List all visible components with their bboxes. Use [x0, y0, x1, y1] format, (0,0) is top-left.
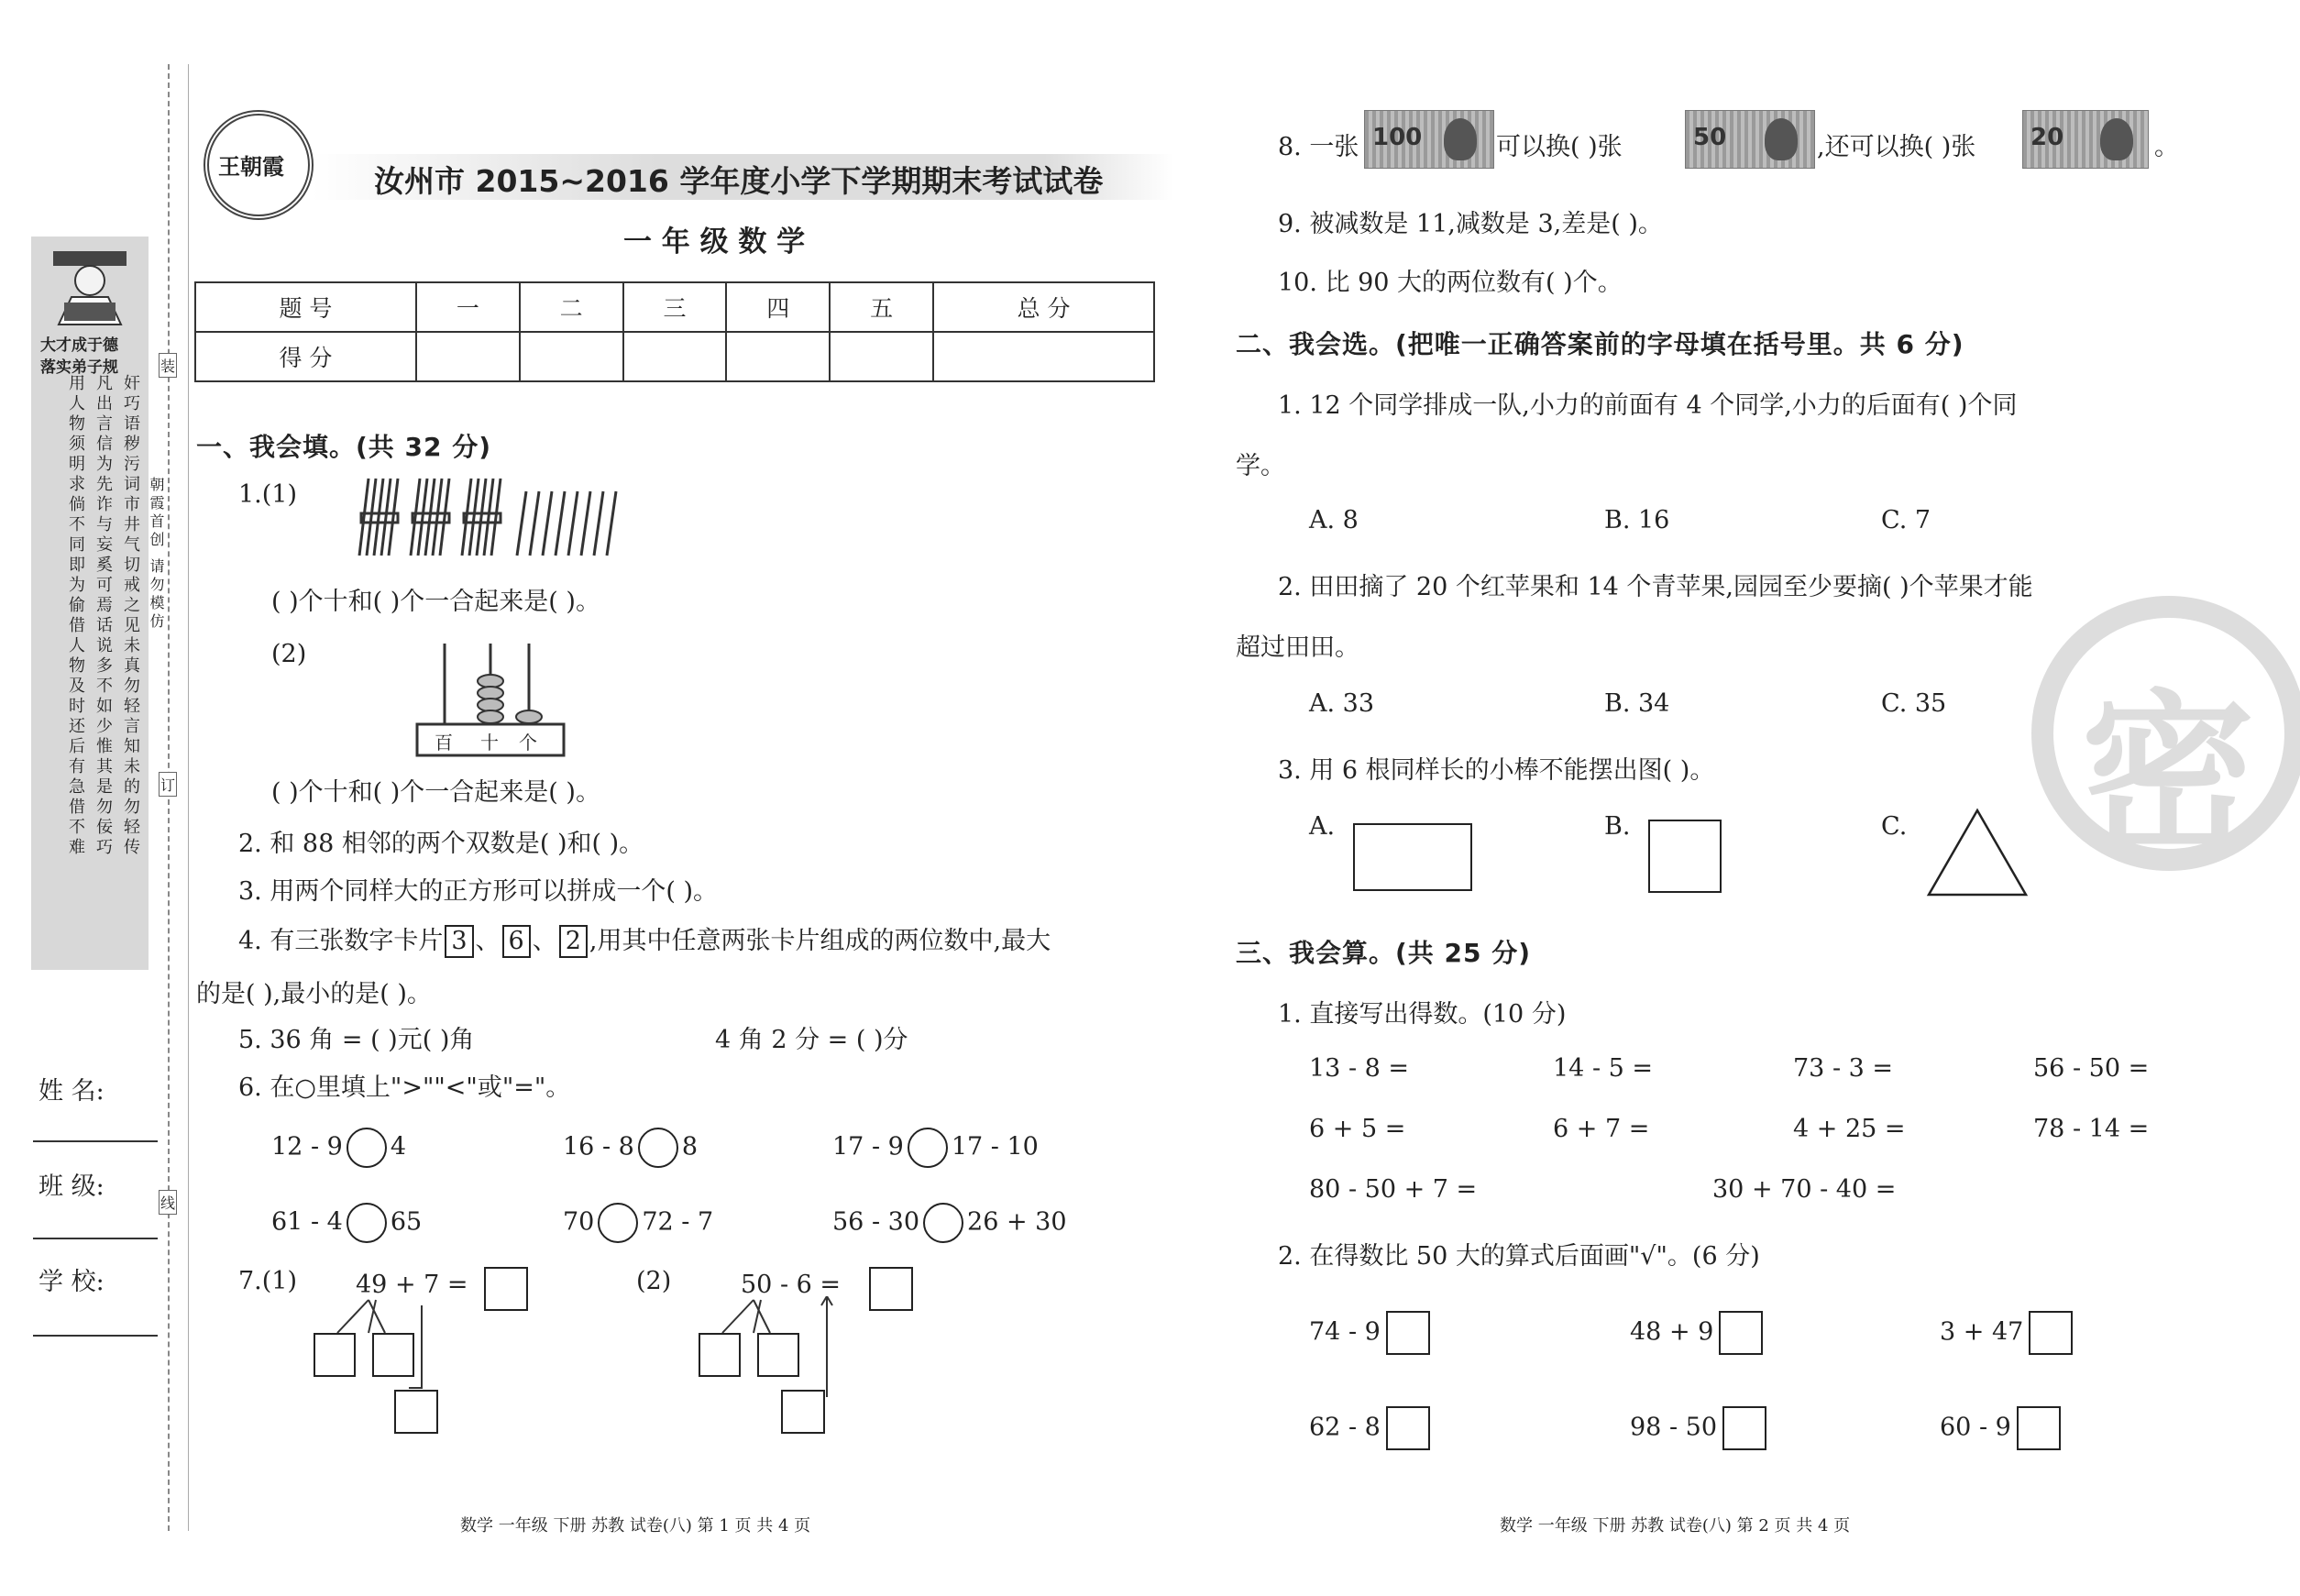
q5-text-b: 4 角 2 分 = ( )分	[715, 1026, 908, 1054]
abacus-label-tens: 十	[480, 732, 499, 754]
q4-line2: 的是( ),最小的是( )。	[196, 980, 432, 1008]
calc-item: 13 - 8 =	[1309, 1054, 1410, 1083]
scholar-figure-icon	[31, 244, 149, 328]
answer-box[interactable]	[699, 1333, 741, 1377]
answer-box[interactable]	[781, 1390, 825, 1434]
compare-circle[interactable]	[347, 1203, 387, 1243]
score-cell: 二	[520, 282, 623, 332]
q1-2-label: (2)	[271, 640, 307, 668]
calc-item: 4 + 25 =	[1793, 1115, 1906, 1143]
score-input-cell[interactable]	[416, 332, 520, 381]
score-input-cell[interactable]	[623, 332, 727, 381]
check-box[interactable]	[1386, 1311, 1430, 1355]
compare-circle[interactable]	[908, 1128, 948, 1168]
check-box[interactable]	[1719, 1311, 1763, 1355]
name-field[interactable]	[33, 1140, 158, 1142]
exam-title: 汝州市 2015~2016 学年度小学下学期期末考试试卷	[374, 163, 1104, 199]
check-item: 98 - 50	[1630, 1406, 1766, 1450]
stick-bundles-icon	[352, 473, 627, 561]
option-b[interactable]: B.	[1604, 812, 1631, 841]
section-1-title: 一、我会填。(共 32 分)	[196, 432, 492, 462]
q7-1-expression: 49 + 7 =	[356, 1271, 468, 1299]
number-card: 2	[559, 925, 588, 958]
check-item: 74 - 9	[1309, 1311, 1430, 1355]
s2-q3-text: 3. 用 6 根同样长的小棒不能摆出图( )。	[1278, 756, 1715, 785]
motto-column-1: 奸巧语秽污词市井气切戒之见未真勿轻言知未的勿轻传	[121, 374, 140, 858]
score-cell: 五	[830, 282, 933, 332]
q1-1-label: 1.(1)	[238, 480, 298, 509]
square-figure	[1648, 820, 1722, 893]
score-cell: 总 分	[933, 282, 1154, 332]
motto-column-3: 用人物须明求倘不同即为偷借人物及时还后有急借不难	[66, 374, 85, 858]
score-cell: 一	[416, 282, 520, 332]
score-table-score-row	[195, 332, 1154, 381]
binding-dashed-line	[168, 64, 170, 1531]
class-field[interactable]	[33, 1238, 158, 1239]
check-box[interactable]	[2017, 1406, 2061, 1450]
answer-box[interactable]	[757, 1333, 799, 1377]
check-item: 62 - 8	[1309, 1406, 1430, 1450]
q7-1-label: 7.(1)	[238, 1267, 298, 1295]
q6-item: 61 - 4 65	[271, 1203, 422, 1243]
compare-circle[interactable]	[347, 1128, 387, 1168]
school-field[interactable]	[33, 1335, 158, 1337]
name-label: 姓 名:	[39, 1077, 105, 1106]
calc-item: 30 + 70 - 40 =	[1712, 1175, 1897, 1204]
calc-item: 6 + 7 =	[1553, 1115, 1650, 1143]
fold-mark-1: 装	[159, 353, 177, 378]
calc-item: 73 - 3 =	[1793, 1054, 1894, 1083]
copyright-vertical: 朝霞首创 请勿模仿	[148, 477, 165, 633]
option-b[interactable]: B. 34	[1604, 689, 1670, 718]
score-table-header-row	[195, 282, 1154, 332]
footer-left: 数学 一年级 下册 苏教 试卷(八) 第 1 页 共 4 页	[460, 1516, 811, 1535]
abacus-label-hundreds: 百	[435, 732, 453, 754]
fold-mark-2: 订	[159, 772, 177, 797]
q1-2-text: ( )个十和( )个一合起来是( )。	[271, 778, 600, 807]
s2-q1-line1: 1. 12 个同学排成一队,小力的前面有 4 个同学,小力的后面有( )个同	[1278, 391, 2018, 420]
number-card: 6	[502, 925, 531, 958]
q7-2-label: (2)	[636, 1267, 672, 1295]
score-input-cell[interactable]	[830, 332, 933, 381]
q6-item: 12 - 9 4	[271, 1128, 406, 1168]
q8-text-a: 8. 一张	[1278, 133, 1359, 161]
q4-text-b: ,用其中任意两张卡片组成的两位数中,最大	[589, 927, 1051, 955]
compare-circle[interactable]	[638, 1128, 678, 1168]
s3-q1-text: 1. 直接写出得数。(10 分)	[1278, 1000, 1567, 1029]
option-a[interactable]: A. 8	[1309, 506, 1359, 534]
calc-item: 78 - 14 =	[2033, 1115, 2150, 1143]
answer-box[interactable]	[394, 1390, 438, 1434]
calc-item: 14 - 5 =	[1553, 1054, 1654, 1083]
check-box[interactable]	[1722, 1406, 1766, 1450]
q10-text: 10. 比 90 大的两位数有( )个。	[1278, 269, 1623, 297]
option-b[interactable]: B. 16	[1604, 506, 1670, 534]
triangle-figure	[1925, 807, 2030, 898]
answer-box[interactable]	[314, 1333, 356, 1377]
logo-seal	[204, 110, 314, 220]
divider-line	[188, 64, 189, 1531]
option-c[interactable]: C. 7	[1881, 506, 1931, 534]
s2-q2-line1: 2. 田田摘了 20 个红苹果和 14 个青苹果,园园至少要摘( )个苹果才能	[1278, 573, 2033, 601]
check-box[interactable]	[1386, 1406, 1430, 1450]
score-input-cell[interactable]	[726, 332, 830, 381]
check-item: 3 + 47	[1940, 1311, 2073, 1355]
score-input-cell[interactable]	[933, 332, 1154, 381]
q1-1-text: ( )个十和( )个一合起来是( )。	[271, 588, 600, 616]
option-c[interactable]: C.	[1881, 812, 1908, 841]
option-a[interactable]: A. 33	[1309, 689, 1375, 718]
watermark-char: 密	[2081, 675, 2256, 877]
q6-item: 17 - 9 17 - 10	[832, 1128, 1039, 1168]
calc-item: 6 + 5 =	[1309, 1115, 1406, 1143]
banknote-50-icon: 50	[1685, 110, 1815, 169]
school-label: 学 校:	[39, 1268, 105, 1296]
motto-column-2: 凡出言信为先诈与妄奚可焉话说多不如少惟其是勿佞巧	[94, 374, 113, 858]
answer-box[interactable]	[372, 1333, 414, 1377]
banknote-20-icon: 20	[2022, 110, 2149, 169]
option-a[interactable]: A.	[1309, 812, 1336, 841]
motto-sidebar	[31, 237, 149, 970]
q7-2-expression: 50 - 6 =	[741, 1271, 842, 1299]
score-cell: 四	[726, 282, 830, 332]
number-card: 3	[445, 925, 473, 958]
compare-circle[interactable]	[923, 1203, 963, 1243]
answer-box[interactable]	[869, 1267, 913, 1311]
score-cell: 题 号	[195, 282, 416, 332]
score-table	[194, 281, 1155, 382]
check-item: 48 + 9	[1630, 1311, 1763, 1355]
score-cell: 三	[623, 282, 727, 332]
motto-line-2: 落实弟子规	[40, 358, 118, 377]
calc-item: 80 - 50 + 7 =	[1309, 1175, 1478, 1204]
section-2-title: 二、我会选。(把唯一正确答案前的字母填在括号里。共 6 分)	[1236, 329, 1964, 359]
q6-item: 16 - 8 8	[563, 1128, 698, 1168]
q3-text: 3. 用两个同样大的正方形可以拼成一个( )。	[238, 877, 718, 906]
class-label: 班 级:	[39, 1172, 105, 1201]
secret-watermark	[2031, 596, 2300, 877]
logo-text: 王朝霞	[218, 153, 284, 180]
check-item: 60 - 9	[1940, 1406, 2061, 1450]
abacus-label-ones: 个	[519, 732, 537, 754]
score-cell: 得 分	[195, 332, 416, 381]
q8-text-b: 可以换( )张	[1496, 133, 1623, 161]
q6-item: 70 72 - 7	[563, 1203, 713, 1243]
footer-right: 数学 一年级 下册 苏教 试卷(八) 第 2 页 共 4 页	[1500, 1516, 1851, 1535]
option-c[interactable]: C. 35	[1881, 689, 1947, 718]
q8-text-c: ,还可以换( )张	[1817, 133, 1976, 161]
fold-mark-3: 线	[159, 1190, 177, 1215]
score-input-cell[interactable]	[520, 332, 623, 381]
q9-text: 9. 被减数是 11,减数是 3,差是( )。	[1278, 210, 1663, 238]
answer-box[interactable]	[484, 1267, 528, 1311]
q2-text: 2. 和 88 相邻的两个双数是( )和( )。	[238, 830, 644, 858]
q4-line1: 4. 有三张数字卡片 3 、 6 、 2 ,用其中任意两张卡片组成的两位数中,最大	[238, 920, 1051, 958]
motto-line-1: 大才成于德	[40, 336, 118, 355]
exam-subtitle: 一 年 级 数 学	[623, 226, 806, 259]
calc-item: 56 - 50 =	[2033, 1054, 2150, 1083]
s3-q2-text: 2. 在得数比 50 大的算式后面画"√"。(6 分)	[1278, 1242, 1760, 1271]
q6-text: 6. 在○里填上">""<"或"="。	[238, 1073, 571, 1102]
s2-q1-line2: 学。	[1236, 452, 1285, 480]
q8-text-d: 。	[2154, 133, 2179, 161]
q6-item: 56 - 30 26 + 30	[832, 1203, 1067, 1243]
q4-text-a: 4. 有三张数字卡片	[238, 927, 444, 955]
banknote-100-icon: 100	[1364, 110, 1494, 169]
compare-circle[interactable]	[598, 1203, 638, 1243]
rectangle-figure	[1353, 823, 1472, 891]
section-3-title: 三、我会算。(共 25 分)	[1236, 938, 1532, 968]
check-box[interactable]	[2029, 1311, 2073, 1355]
s2-q2-line2: 超过田田。	[1236, 633, 1359, 662]
q5-text-a: 5. 36 角 = ( )元( )角	[238, 1026, 475, 1054]
